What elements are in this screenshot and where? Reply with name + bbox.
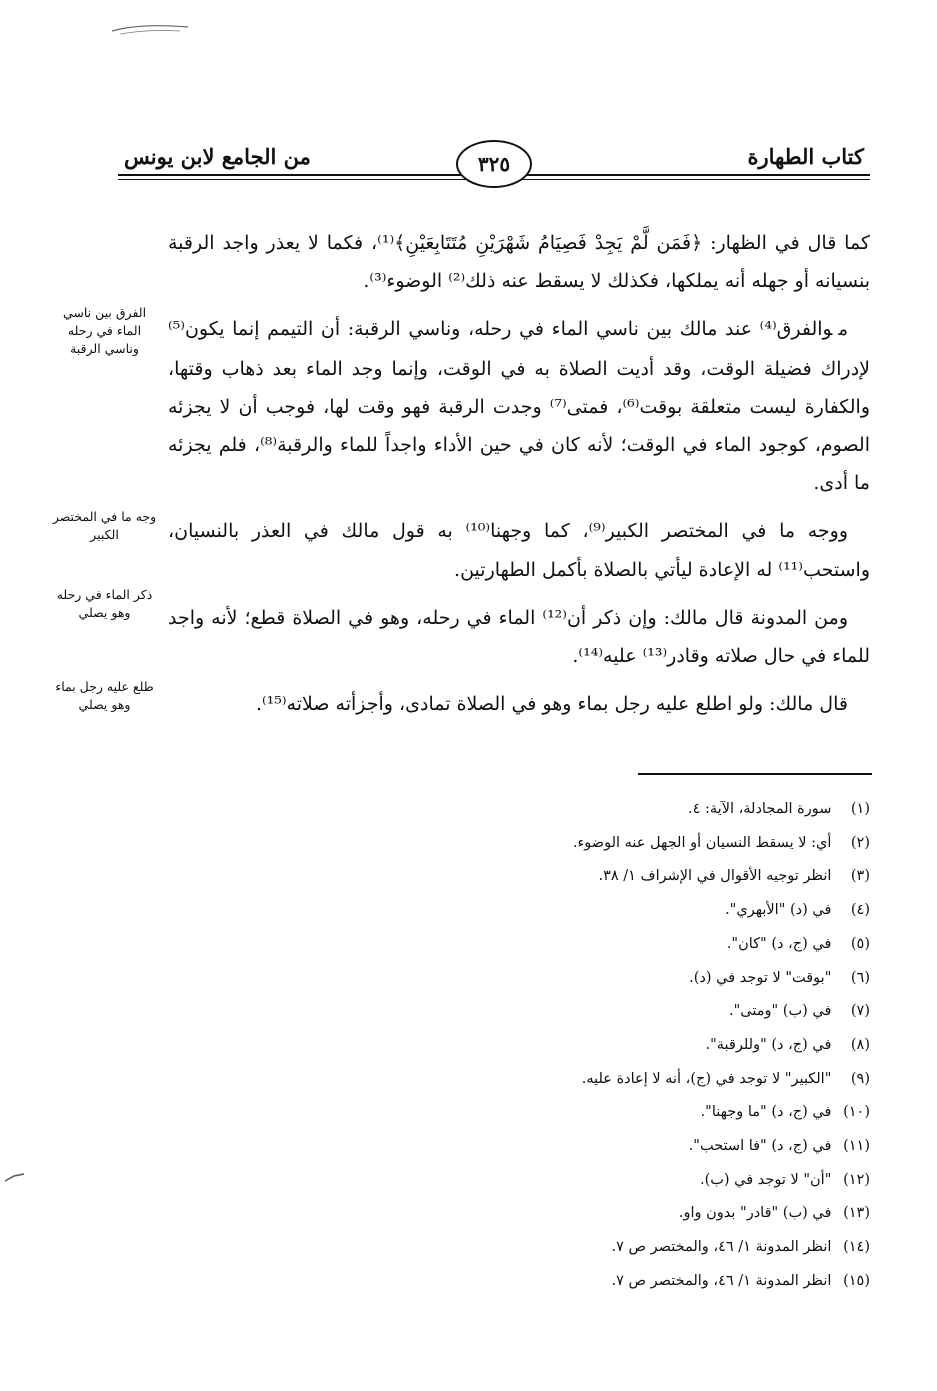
footnote-text: في (ج، د) "فا استحب". (688, 1138, 832, 1155)
paragraph-text: والفرق⁽⁴⁾ عند مالك بين ناسي الماء في رحله، وناسي الرقبة: أن التيمم إنما يكون⁽⁵⁾ لإدراك فضيلة الوقت، وقد أديت الصلاة به في الوقت، وإنما وجد الماء بعد ذهاب وقتها، والكفارة ليست متعلقة بوقت⁽⁶⁾، فمتى⁽⁷⁾ وجدت الرقبة فهو وقت لها، فوجب أن لا يجزئه الصوم، كوجود الماء في الوقت؛ لأنه كان في حين الأداء واجداً للماء والرقبة⁽⁸⁾، فلم يجزئه ما أدى. (168, 318, 870, 495)
page-header (118, 140, 870, 190)
footnote (360, 1130, 870, 1164)
paragraph: قال مالك: ولو اطلع عليه رجل بماء وهو في الصلاة تمادى، وأجزأته صلاته⁽¹⁵⁾. (255, 693, 848, 716)
footnote-number: (٨) (850, 1036, 870, 1053)
margin-note: وجه ما في المختصر الكبير (52, 509, 157, 542)
footnote-number: (١١) (843, 1138, 870, 1155)
footnote (360, 793, 870, 827)
footnote-number: (١٤) (843, 1239, 870, 1256)
footnote-text: انظر المدونة ١/ ٤٦، والمختصر ص ٧. (611, 1239, 832, 1256)
footnote (360, 1029, 870, 1063)
footnote (360, 1096, 870, 1130)
book-title: كتاب الطهارة (742, 144, 871, 169)
footnote-number: (١٣) (843, 1205, 870, 1222)
footnote-number: (٥) (850, 935, 870, 952)
footnote-text: "الكبير" لا توجد في (ج)، أنه لا إعادة عليه. (581, 1070, 832, 1087)
footnote (360, 827, 870, 861)
footnote-text: "بوقت" لا توجد في (د). (689, 969, 832, 986)
paragraph-marker: م (838, 319, 848, 341)
footnote-text: أي: لا يسقط النسيان أو الجهل عنه الوضوء. (572, 834, 832, 851)
footnote-text: سورة المجادلة، الآية: ٤. (687, 801, 832, 817)
footnote (360, 860, 870, 894)
footnote-text: انظر توجيه الأقوال في الإشراف ١/ ٣٨. (598, 868, 832, 885)
footnote-divider (638, 773, 872, 775)
footnote (360, 1231, 870, 1265)
footnote (360, 995, 870, 1029)
footnote-text: في (ج، د) "كان". (726, 935, 832, 952)
footnote-text: في (د) "الأبهري". (725, 902, 832, 919)
footnote-text: "أن" لا توجد في (ب). (699, 1171, 832, 1188)
paragraph (168, 310, 870, 502)
footnote (360, 1197, 870, 1231)
margin-note: الفرق بين ناسي الماء في رحله وناسي الرقبة (62, 305, 147, 356)
paragraph: ووجه ما في المختصر الكبير⁽⁹⁾، كما وجهنا⁽¹⁰⁾ به قول مالك في العذر بالنسيان، واستحب⁽¹¹⁾ له الإعادة ليأتي بالصلاة بأكمل الطهارتين. (168, 520, 870, 581)
main-text (168, 224, 870, 733)
source-title: من الجامع لابن يونس (118, 144, 317, 169)
footnote-number: (٩) (850, 1070, 870, 1087)
footnote (360, 962, 870, 996)
footnote-text: في (ب) "ومتى". (729, 1003, 832, 1020)
footnote-number: (٣) (850, 868, 870, 885)
footnotes-list (360, 793, 870, 1299)
paragraph: ومن المدونة قال مالك: وإن ذكر أن⁽¹²⁾ الماء في رحله، وهو في الصلاة قطع؛ لأنه واجد للماء في حال صلاته وقادر⁽¹³⁾ عليه⁽¹⁴⁾. (168, 606, 870, 668)
footnote-text: في (ج، د) "ما وجهنا". (700, 1104, 832, 1121)
footnote-text: في (ب) "قادر" بدون واو. (678, 1205, 832, 1222)
footnote (360, 1164, 870, 1198)
footnote-text: انظر المدونة ١/ ٤٦، والمختصر ص ٧. (611, 1272, 832, 1289)
footnote-number: (١) (850, 801, 870, 817)
footnote (360, 894, 870, 928)
footnote-number: (١٥) (843, 1272, 870, 1289)
paragraph: كما قال في الظهار: ﴿فَمَن لَّمْ يَجِدْ فَصِيَامُ شَهْرَيْنِ مُتَتَابِعَيْنِ﴾⁽¹⁾، فكما لا يعذر واجد الرقبة بنسيانه أو جهله أنه يملكها، فكذلك لا يسقط عنه ذلك⁽²⁾ الوضوء⁽³⁾. (168, 232, 870, 293)
scan-artifact (110, 20, 190, 34)
footnote-number: (٧) (850, 1003, 870, 1020)
footnote-number: (٢) (850, 834, 870, 851)
footnote (360, 1265, 870, 1299)
footnote-number: (٤) (850, 902, 870, 919)
page-number: ٣٢٥ (456, 140, 532, 188)
footnote-text: في (ج، د) "وللرقبة". (705, 1036, 832, 1053)
footnote (360, 928, 870, 962)
footnote-number: (١٠) (843, 1104, 870, 1121)
footnote-number: (٦) (850, 969, 870, 986)
footnote-number: (١٢) (843, 1171, 870, 1188)
footnote (360, 1063, 870, 1097)
margin-note: طلع عليه رجل بماء وهو يصلي (55, 679, 154, 712)
margin-note: ذكر الماء في رحله وهو يصلي (56, 587, 153, 620)
scan-artifact (4, 1170, 26, 1184)
